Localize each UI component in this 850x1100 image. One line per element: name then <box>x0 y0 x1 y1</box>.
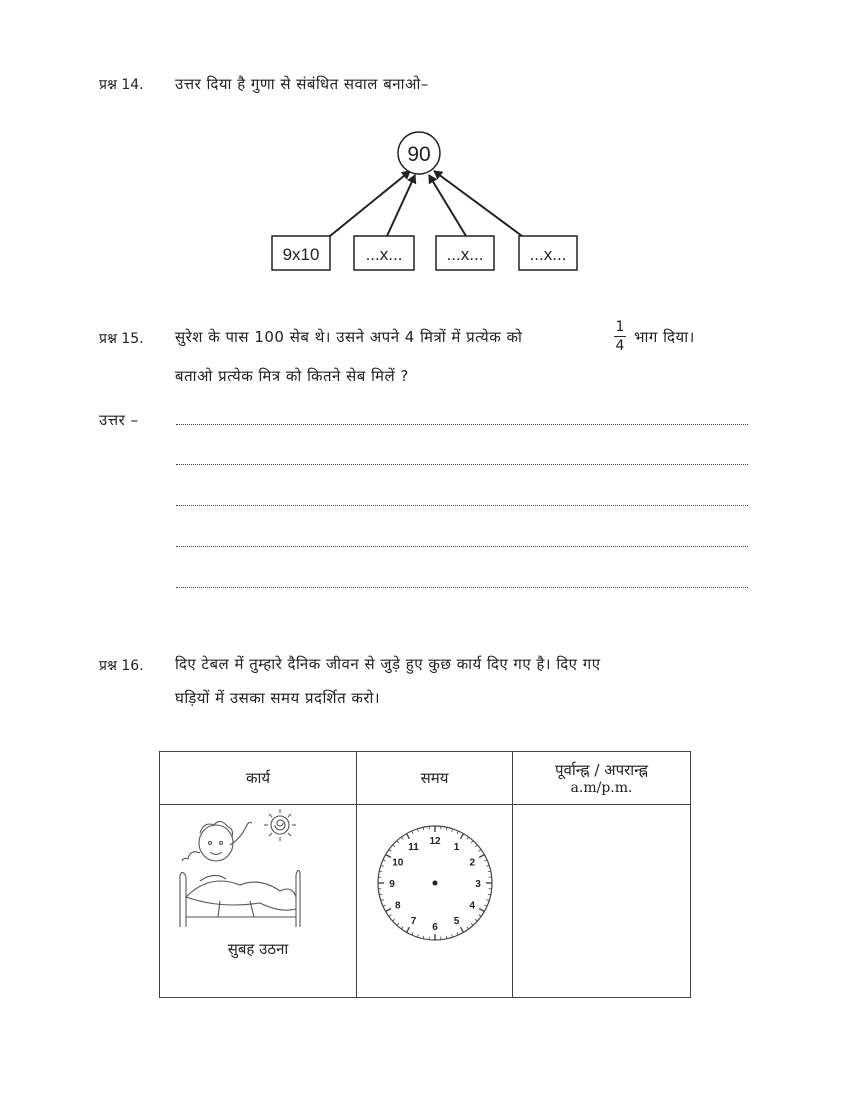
arrow-2 <box>387 175 415 236</box>
header-time: समय <box>357 752 513 805</box>
header-task: कार्य <box>160 752 357 805</box>
answer-line-4[interactable] <box>176 546 748 547</box>
box-2-text: ...x... <box>365 245 403 264</box>
clock-numeral-12: 12 <box>429 836 441 847</box>
answer-line-5[interactable] <box>176 587 748 588</box>
header-ampm-english: a.m/p.m. <box>570 780 633 796</box>
q15-text-part2: भाग दिया। <box>634 328 695 346</box>
fraction-denominator: 4 <box>615 338 625 354</box>
clock-numeral-9: 9 <box>389 879 395 890</box>
clock-numeral-8: 8 <box>394 900 401 912</box>
fraction-one-quarter <box>613 318 627 355</box>
q14-text: उत्तर दिया है गुणा से संबंधित सवाल बनाओ– <box>175 75 429 93</box>
clock-center-dot <box>433 881 438 886</box>
q15-text-part1: सुरेश के पास 100 सेब थे। उसने अपने 4 मित्रों में प्रत्येक को <box>175 328 523 346</box>
time-cell <box>357 805 513 998</box>
activity-table <box>159 751 691 998</box>
answer-line-3[interactable] <box>176 505 748 506</box>
clock-face[interactable] <box>357 805 512 945</box>
arrow-1 <box>330 171 410 236</box>
multiplication-diagram <box>260 125 590 280</box>
q16-number: प्रश्न 16. <box>99 658 144 674</box>
ampm-answer-cell[interactable] <box>513 805 691 998</box>
box-3-text: ...x... <box>446 245 484 264</box>
q15-text-line2: बताओ प्रत्येक मित्र को कितने सेब मिलें ? <box>175 367 409 385</box>
task-caption: सुबह उठना <box>227 940 289 958</box>
answer-line-1[interactable] <box>176 424 748 425</box>
fraction-numerator: 1 <box>615 319 625 335</box>
answer-line-2[interactable] <box>176 464 748 465</box>
header-ampm <box>513 752 691 805</box>
header-ampm-hindi: पूर्वान्ह्न / अपरान्ह्न <box>555 761 648 779</box>
q16-text-line1: दिए टेबल में तुम्हारे दैनिक जीवन से जुड़े हुए कुछ कार्य दिए गए है। दिए गए <box>175 655 601 673</box>
clock-numeral-3: 3 <box>475 879 481 890</box>
task-cell-wake-up <box>160 805 357 998</box>
clock-numeral-1: 1 <box>453 841 460 853</box>
clock-numeral-10: 10 <box>392 857 404 869</box>
clock-numeral-4: 4 <box>469 900 476 912</box>
clock-numeral-11: 11 <box>408 841 419 853</box>
center-value: 90 <box>407 143 431 166</box>
clock-numeral-6: 6 <box>432 922 438 933</box>
box-1-text: 9x10 <box>282 245 320 264</box>
waking-up-illustration <box>160 805 356 935</box>
arrow-3 <box>429 175 466 236</box>
q14-number: प्रश्न 14. <box>99 77 144 93</box>
answer-label: उत्तर – <box>99 411 139 429</box>
clock-numeral-2: 2 <box>469 857 476 869</box>
clock-numeral-5: 5 <box>453 916 460 928</box>
q15-number: प्रश्न 15. <box>99 331 144 347</box>
q16-text-line2: घड़ियों में उसका समय प्रदर्शित करो। <box>175 689 381 707</box>
clock-numeral-7: 7 <box>410 916 417 928</box>
box-4-text: ...x... <box>529 245 567 264</box>
